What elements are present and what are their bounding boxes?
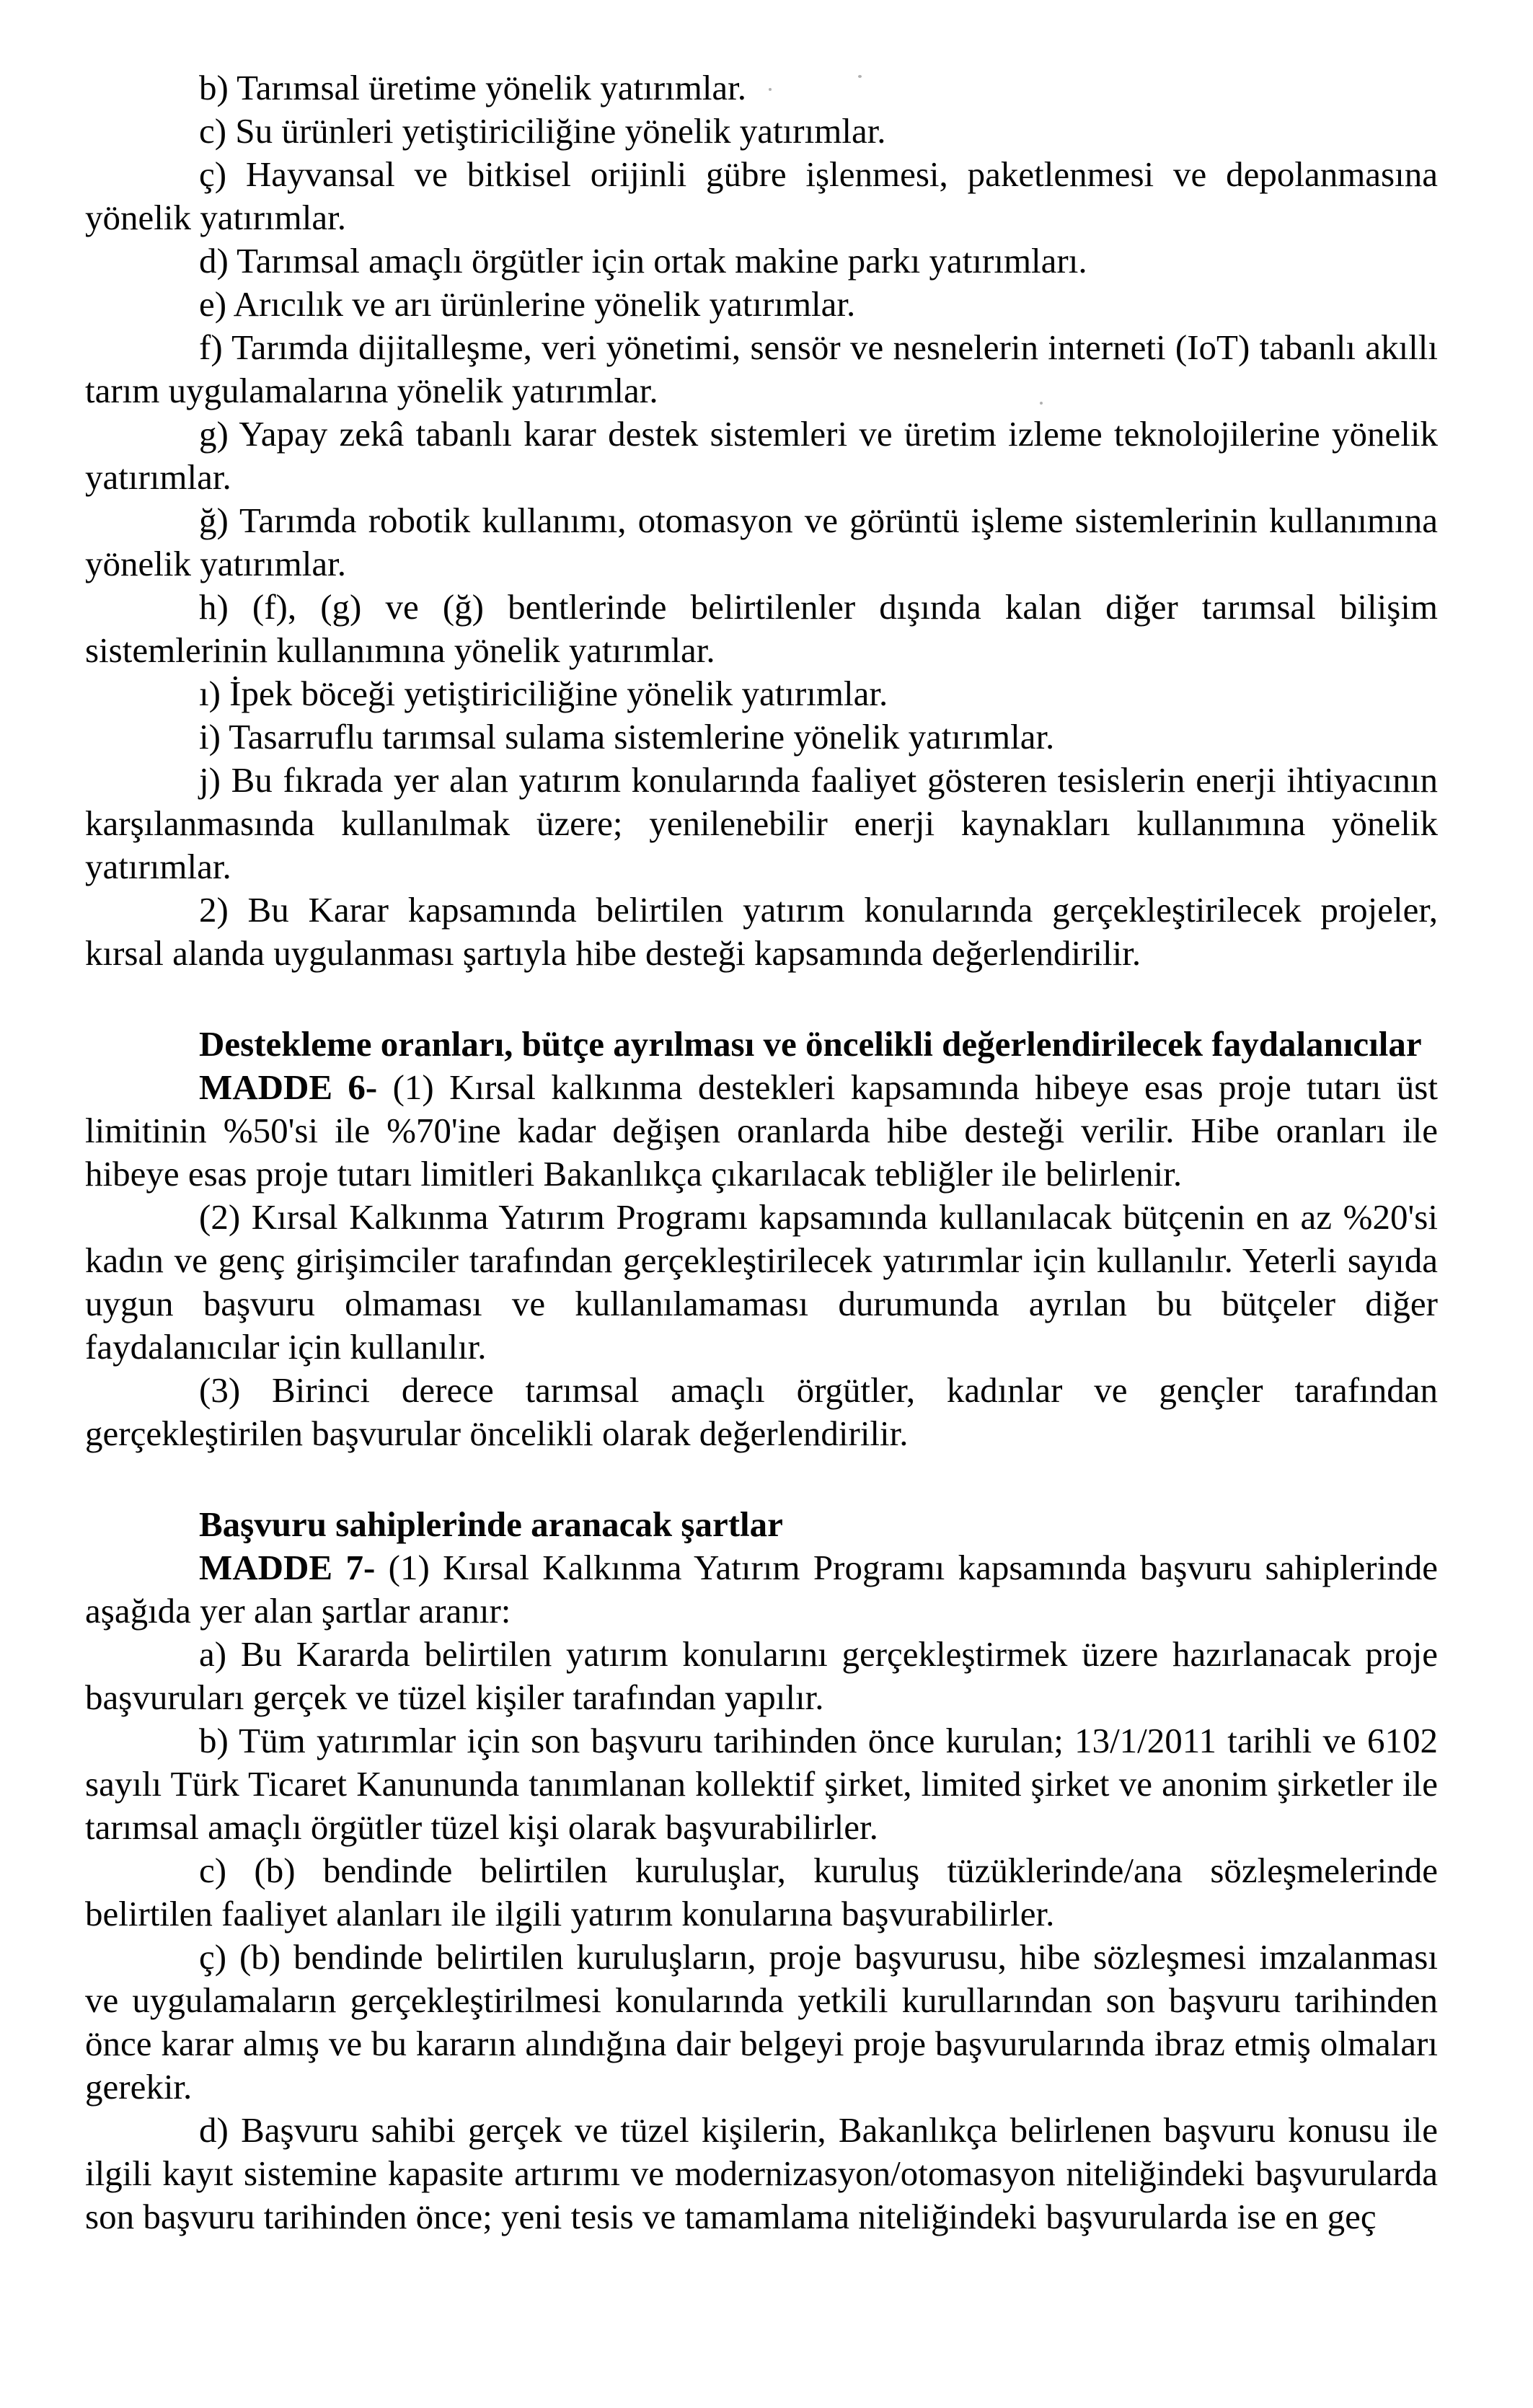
paragraph: d) Tarımsal amaçlı örgütler için ortak makine parkı yatırımları. [199,241,1087,281]
paragraph: f) Tarımda dijitalleşme, veri yönetimi, sensör ve nesnelerin interneti (IoT) tabanlı akıllı tarım uygulamalarına yönelik yatırımlar. [85,327,1438,410]
paragraph: c) (b) bendinde belirtilen kuruluşlar, kuruluş tüzüklerinde/ana sözleşmelerinde belirtilen faaliyet alanları ile ilgili yatırım konularına başvurabilirler. [85,1851,1438,1933]
paragraph: g) Yapay zekâ tabanlı karar destek sistemleri ve üretim izleme teknolojilerine yönelik yatırımlar. [85,414,1438,497]
paragraph: i) Tasarruflu tarımsal sulama sistemlerine yönelik yatırımlar. [199,717,1055,757]
paragraph [85,1546,1438,1633]
section-heading: Destekleme oranları, bütçe ayrılması ve öncelikli değerlendirilecek faydalanıcılar [199,1024,1422,1064]
paragraph: h) (f), (g) ve (ğ) bentlerinde belirtilenler dışında kalan diğer tarımsal bilişim sistemlerinin kullanımına yönelik yatırımlar. [85,587,1438,670]
madde-label: MADDE 7- [199,1548,376,1587]
madde-label: MADDE 6- [199,1067,378,1107]
paragraph: j) Bu fıkrada yer alan yatırım konularında faaliyet gösteren tesislerin enerji ihtiyacının karşılanmasında kullanılmak üzere; yenilenebilir enerji kaynakları kullanımına yönelik yatırımlar. [85,760,1438,886]
paragraph: (3) Birinci derece tarımsal amaçlı örgütler, kadınlar ve gençler tarafından gerçekleştirilen başvurular öncelikli olarak değerlendirilir. [85,1370,1438,1453]
paragraph: c) Su ürünleri yetiştiriciliğine yönelik yatırımlar. [199,111,886,151]
paragraph: e) Arıcılık ve arı ürünlerine yönelik yatırımlar. [199,284,856,324]
paragraph: ç) Hayvansal ve bitkisel orijinli gübre işlenmesi, paketlenmesi ve depolanmasına yönelik yatırımlar. [85,154,1438,237]
document-body [85,66,1438,2239]
paragraph: ı) İpek böceği yetiştiriciliğine yönelik yatırımlar. [199,674,888,713]
paragraph: d) Başvuru sahibi gerçek ve tüzel kişilerin, Bakanlıkça belirlenen başvuru konusu ile ilgili kayıt sistemine kapasite artırımı ve modernizasyon/otomasyon niteliğindeki başvurularda son başvuru tarihinden önce; yeni tesis ve tamamlama niteliğindeki başvurularda ise en geç [85,2110,1438,2236]
paragraph: b) Tüm yatırımlar için son başvuru tarihinden önce kurulan; 13/1/2011 tarihli ve 6102 sayılı Türk Ticaret Kanununda tanımlanan kollektif şirket, limited şirket ve anonim şirketler ile tarımsal amaçlı örgütler tüzel kişi olarak başvurabilirler. [85,1721,1438,1847]
madde-text: (1) Kırsal kalkınma destekleri kapsamında hibeye esas proje tutarı üst limitinin %50'si ile %70'ine kadar değişen oranlarda hibe desteği verilir. Hibe oranları ile hibeye esas proje tutarı limitleri Bakanlıkça çıkarılacak tebliğler ile belirlenir. [85,1067,1438,1194]
paragraph: 2) Bu Karar kapsamında belirtilen yatırım konularında gerçekleştirilecek projeler, kırsal alanda uygulanması şartıyla hibe desteği kapsamında değerlendirilir. [85,890,1438,973]
paragraph: (2) Kırsal Kalkınma Yatırım Programı kapsamında kullanılacak bütçenin en az %20'si kadın ve genç girişimciler tarafından gerçekleştirilecek yatırımlar için kullanılır. Yeterli sayıda uygun başvuru olmaması ve kullanılamaması durumunda ayrılan bu bütçeler diğer faydalanıcılar için kullanılır. [85,1197,1438,1367]
paragraph [85,1066,1438,1196]
madde-text: (1) Kırsal Kalkınma Yatırım Programı kapsamında başvuru sahiplerinde aşağıda yer alan şartlar aranır: [85,1548,1438,1631]
paragraph: b) Tarımsal üretime yönelik yatırımlar. [199,68,747,107]
paragraph: a) Bu Kararda belirtilen yatırım konularını gerçekleştirmek üzere hazırlanacak proje başvuruları gerçek ve tüzel kişiler tarafından yapılır. [85,1634,1438,1717]
paragraph: ç) (b) bendinde belirtilen kuruluşların, proje başvurusu, hibe sözleşmesi imzalanması ve uygulamaların gerçekleştirilmesi konularında yetkili kurullarından son başvuru tarihinden önce karar almış ve bu kararın alındığına dair belgeyi proje başvurularında ibraz etmiş olmaları gerekir. [85,1937,1438,2107]
section-heading: Başvuru sahiplerinde aranacak şartlar [199,1504,783,1544]
paragraph: ğ) Tarımda robotik kullanımı, otomasyon ve görüntü işleme sistemlerinin kullanımına yönelik yatırımlar. [85,500,1438,583]
